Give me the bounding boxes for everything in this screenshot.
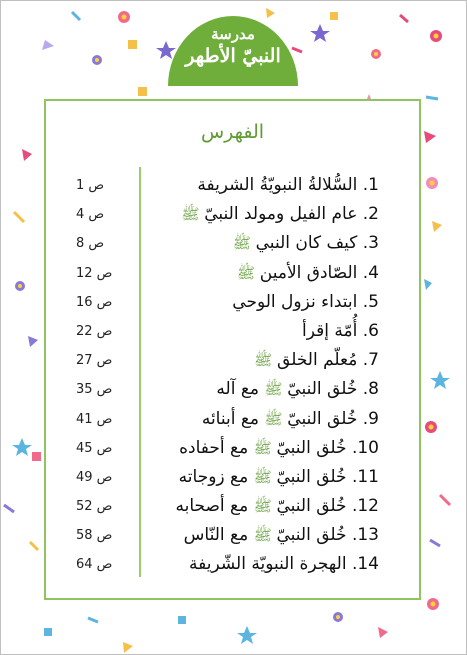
toc-entry-text: خُلق النبيّ	[276, 466, 352, 487]
toc-entry-text: الهجرة النبويّة الشّريفة	[189, 554, 352, 575]
toc-page-number: ص 22	[76, 323, 113, 339]
toc-page-number: ص 52	[76, 499, 113, 515]
toc-row[interactable]	[46, 494, 419, 523]
toc-row[interactable]	[46, 465, 419, 494]
toc-entry-number: 11.	[351, 466, 379, 487]
page-title: الفهرس	[200, 121, 265, 143]
toc-entry-title	[184, 525, 379, 548]
toc-row[interactable]	[46, 348, 419, 377]
toc-row[interactable]	[46, 173, 419, 202]
toc-page-number: ص 41	[76, 411, 113, 427]
confetti-streamer-icon	[72, 12, 80, 20]
toc-entry-number: 4.	[362, 262, 379, 283]
confetti-streamer-icon	[400, 15, 408, 22]
confetti-square-icon	[330, 12, 338, 20]
toc-entry-number: 12.	[351, 496, 379, 517]
confetti-streamer-icon	[88, 618, 98, 622]
confetti-streamer-icon	[30, 542, 38, 550]
confetti-star-icon	[237, 626, 257, 644]
confetti-square-icon	[178, 616, 186, 624]
toc-entry-text: خُلق النبيّ	[276, 496, 352, 517]
confetti-triangle-icon	[424, 131, 436, 143]
toc-page-number: ص 45	[76, 440, 113, 456]
toc-entry-suffix: مع آله	[216, 379, 265, 400]
toc-entry-suffix: مع النّاس	[183, 525, 254, 546]
toc-entry-title	[197, 175, 379, 195]
toc-row[interactable]	[46, 231, 419, 260]
toc-entry-text: خُلق النبيّ	[287, 379, 363, 400]
confetti-triangle-icon	[432, 221, 442, 232]
toc-entry-text: خُلق النبيّ	[276, 437, 352, 458]
confetti-flower-icon	[426, 177, 438, 189]
confetti-star-icon	[310, 24, 330, 42]
toc-row[interactable]	[46, 523, 419, 552]
toc-page-number: ص 27	[76, 353, 113, 369]
toc-entry-title	[232, 292, 379, 312]
honorific-icon: ﷺ	[253, 438, 277, 457]
toc-entry-text: السُّلالةُ النبويّةُ الشريفة	[197, 175, 363, 195]
toc-entry-title	[237, 263, 379, 286]
toc-entry-suffix: مع أبنائه	[201, 408, 265, 429]
toc-entry-title	[233, 233, 379, 256]
confetti-triangle-icon	[22, 149, 32, 161]
honorific-icon: ﷺ	[254, 351, 278, 370]
logo-line2: النبيّ الأطهر	[185, 45, 281, 67]
toc-entry-title	[216, 379, 379, 402]
honorific-icon: ﷺ	[264, 409, 288, 428]
toc-entry-number: 3.	[362, 233, 379, 254]
toc-entry-title	[202, 409, 379, 432]
confetti-square-icon	[44, 628, 52, 636]
toc-row[interactable]	[46, 436, 419, 465]
toc-entry-text: مُعلّم الخلق	[277, 350, 363, 371]
toc-page-number: ص 12	[76, 265, 113, 281]
toc-row[interactable]	[46, 261, 419, 290]
logo-text	[168, 24, 298, 66]
toc-row[interactable]	[46, 202, 419, 231]
confetti-flower-icon	[427, 598, 439, 610]
confetti-triangle-icon	[42, 40, 54, 50]
toc-row[interactable]	[46, 552, 419, 581]
toc-entry-number: 13.	[351, 525, 379, 546]
toc-page-number: ص 8	[76, 236, 105, 252]
logo-line1: مدرسة	[211, 25, 255, 43]
toc-page-number: ص 16	[76, 294, 113, 310]
confetti-triangle-icon	[424, 279, 432, 290]
toc-page-number: ص 64	[76, 557, 113, 573]
toc-entry-title	[175, 496, 379, 519]
confetti-streamer-icon	[14, 212, 24, 222]
confetti-triangle-icon	[123, 642, 133, 653]
toc-row[interactable]	[46, 407, 419, 436]
toc-entry-title	[254, 350, 379, 373]
toc-entry-number: 10.	[351, 437, 379, 458]
honorific-icon: ﷺ	[236, 263, 260, 282]
toc-entry-title	[181, 204, 379, 227]
toc-entry-title	[189, 554, 379, 574]
toc-entry-number: 1.	[362, 175, 379, 195]
toc-entry-suffix: مع أحفاده	[179, 437, 254, 458]
honorific-icon: ﷺ	[253, 467, 277, 486]
confetti-flower-icon	[15, 281, 25, 291]
toc-entry-number: 8.	[362, 379, 379, 400]
toc-entry-number: 14.	[351, 554, 379, 575]
confetti-flower-icon	[430, 30, 442, 42]
toc-entry-suffix: مع زوجاته	[178, 466, 254, 487]
confetti-square-icon	[138, 87, 147, 96]
toc-entry-title	[302, 321, 379, 341]
toc-entry-text: الصّادق الأمين	[259, 262, 363, 283]
toc-page-number: ص 4	[76, 207, 105, 223]
confetti-streamer-icon	[430, 540, 440, 546]
toc-entry-number: 2.	[362, 204, 379, 225]
toc-row[interactable]	[46, 290, 419, 319]
toc-page-number: ص 35	[76, 382, 113, 398]
toc-entry-text: خُلق النبيّ	[276, 525, 352, 546]
honorific-icon: ﷺ	[232, 234, 256, 253]
toc-row[interactable]	[46, 377, 419, 406]
confetti-streamer-icon	[440, 495, 450, 505]
confetti-streamer-icon	[426, 97, 438, 99]
confetti-square-icon	[32, 452, 41, 461]
honorific-icon: ﷺ	[264, 380, 288, 399]
toc-entry-title	[179, 438, 379, 461]
confetti-streamer-icon	[4, 505, 14, 512]
confetti-star-icon	[430, 371, 450, 389]
confetti-triangle-icon	[378, 627, 388, 638]
toc-entry-number: 7.	[362, 350, 379, 371]
confetti-flower-icon	[425, 421, 437, 433]
toc-entry-text: ابتداء نزول الوحي	[232, 291, 363, 312]
toc-entry-text: عام الفيل ومولد النبيّ	[204, 204, 363, 225]
honorific-icon: ﷺ	[181, 205, 205, 224]
toc-entry-text: خُلق النبيّ	[287, 408, 363, 429]
toc-entry-suffix: مع أصحابه	[175, 496, 254, 517]
confetti-flower-icon	[371, 49, 381, 59]
confetti-star-icon	[12, 438, 32, 456]
toc-entry-number: 9.	[362, 408, 379, 429]
toc-entry-text: كيف كان النبي	[255, 233, 363, 254]
toc-list	[46, 173, 419, 582]
confetti-flower-icon	[118, 11, 130, 23]
toc-panel	[44, 99, 421, 600]
confetti-flower-icon	[92, 55, 102, 65]
confetti-flower-icon	[333, 612, 343, 622]
toc-page-number: ص 58	[76, 528, 113, 544]
toc-row[interactable]	[46, 319, 419, 348]
toc-entry-text: أُمّة إقرأ	[302, 320, 363, 341]
toc-entry-number: 6.	[362, 320, 379, 341]
confetti-triangle-icon	[28, 336, 38, 347]
confetti-square-icon	[128, 40, 137, 49]
toc-entry-title	[179, 467, 379, 490]
toc-entry-number: 5.	[362, 291, 379, 312]
honorific-icon: ﷺ	[253, 526, 277, 545]
honorific-icon: ﷺ	[253, 497, 277, 516]
toc-page-number: ص 49	[76, 469, 113, 485]
toc-page-number: ص 1	[76, 178, 105, 193]
